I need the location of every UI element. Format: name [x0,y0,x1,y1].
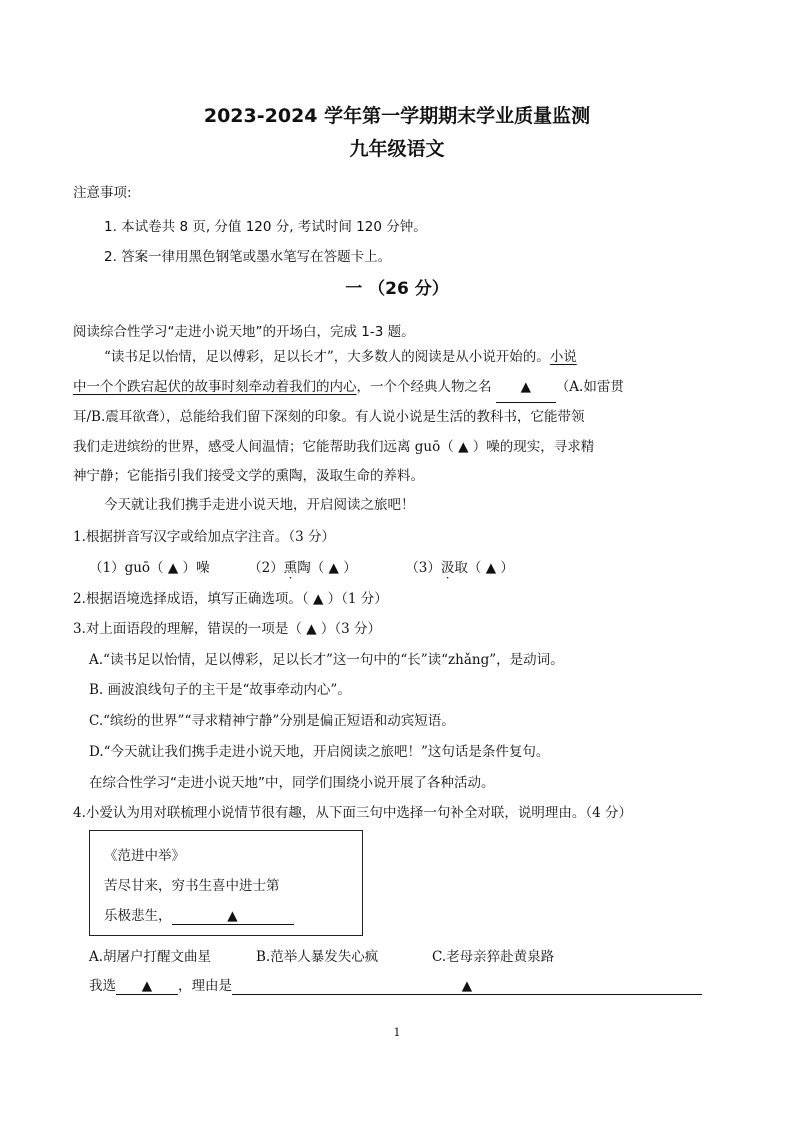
couplet-line-2-text: 乐极悲生， [104,908,172,924]
passage-text: ）噪的现实，寻求精 [472,439,595,455]
triangle-icon: ▲ [141,978,153,994]
answer-blank[interactable] [496,373,556,403]
passage-text: 取生命的养料。 [329,468,424,484]
passage-line-4 [73,433,594,462]
q3-text: 3.对上面语段的理解，错误的一项是（ [73,621,302,637]
couplet-line-2 [104,904,294,925]
q1-part-2: （2） [248,560,284,576]
dotted-char: 汲 [440,560,455,576]
q1-part-3-end: ） [500,560,514,576]
passage-intro: 阅读综合性学习“走进小说天地”的开场白，完成 1-3 题。 [73,324,415,340]
reason-blank[interactable] [232,978,702,995]
passage-text: （A.如雷贯 [555,379,624,395]
couplet-line-1: 苦尽甘来，穷书生喜中进士第 [104,878,280,894]
passage-text: ，一个个经典人物之名 [356,379,492,395]
choice-blank[interactable] [116,978,178,995]
dotted-char: 汲 · [316,468,330,484]
triangle-icon: ▲ [485,560,497,576]
triangle-icon: ▲ [227,908,238,924]
triangle-icon: ▲ [312,591,324,607]
notice-item-2: 2. 答案一律用黑色钢笔或墨水笔写在答题卡上。 [104,249,392,265]
q4-option-c: C.老母亲猝赴黄泉路 [432,949,555,965]
passage-text: “读书足以怡情，足以傅彩，足以长才”，大多数人的阅读是从小说开始的。 [104,349,550,365]
q4-option-b: B.范举人暴发失心疯 [256,949,379,965]
triangle-icon: ▲ [306,621,317,637]
dotted-char: 熏 [283,560,298,576]
passage-line-5 [73,462,424,491]
dotted-char: 熏 · [276,468,290,484]
q4-reason-label: ，理由是 [178,978,232,994]
q2-text: 2.根据语境选择成语，填写正确选项。（ [73,591,309,607]
triangle-icon: ▲ [167,560,179,576]
passage-line-2 [73,373,624,403]
wavy-underlined-sentence: 中一个个跌宕起伏的故事时刻牵动着我们的内心 [73,379,357,395]
passage-line-3: 耳/B.震耳欲聋），总能给我们留下深刻的印象。有人说小说是生活的教科书，它能带领 [73,409,585,425]
q1-part-2-end: ） [343,560,357,576]
q1-part-1-end: ）噪 [182,560,210,576]
notice-item-1: 1. 本试卷共 8 页, 分值 120 分, 考试时间 120 分钟。 [104,219,427,235]
passage-text: 我们走进缤纷的世界，感受人间温情；它能帮助我们远离 guō（ [73,439,454,455]
wavy-underlined-text: 小说 [549,349,577,365]
question-3-stem [73,617,381,637]
exam-subtitle: 九年级语文 [349,138,445,160]
q1-part-2-mid: 陶（ [297,560,325,576]
q3-text-end: ）（3 分） [320,621,382,637]
q4-option-a: A.胡屠户打醒文曲星 [89,949,212,965]
triangle-icon: ▲ [328,560,339,576]
q3-option-a: A.“读书足以怡情，足以傅彩，足以长才”这一句中的“长”读“zhǎng”，是动词。 [89,652,564,668]
triangle-icon: ▲ [458,439,469,455]
passage-text: ， [302,468,316,484]
q3-option-d: D.“今天就让我们携手走进小说天地，开启阅读之旅吧！”这句话是条件复句。 [89,744,550,760]
question-4-stem: 4.小爱认为用对联梳理小说情节很有趣，从下面三句中选择一句补全对联，说明理由。（4 分） [73,805,633,821]
q4-answer-label: 我选 [89,978,116,994]
passage-line-1 [104,343,577,372]
triangle-icon: ▲ [520,379,531,395]
couplet-blank[interactable] [172,908,294,925]
couplet-title: 《范进中举》 [104,848,185,864]
passage-text: 神宁静；它能指引我们接受文学的 [73,468,276,484]
q1-part-1: （1）guō（ [89,560,164,576]
q4-answer-line [89,974,702,995]
q2-text-end: ）（1 分） [327,591,388,607]
passage-line-6: 今天就让我们携手走进小说天地，开启阅读之旅吧！ [104,497,415,513]
question-1-stem: 1.根据拼音写汉字或给加点字注音。（3 分） [73,529,336,545]
exam-title: 2023-2024 学年第一学期期末学业质量监测 [203,105,591,127]
section-title: 一 （26 分） [345,279,449,299]
notice-heading: 注意事项: [73,185,132,201]
question-1-parts [89,556,514,576]
page-number: 1 [393,1026,401,1039]
q1-part-3: （3） [405,560,441,576]
passage-text: 陶 [289,468,303,484]
q1-part-3-mid: 取（ [454,560,482,576]
q3-option-b: B. 画波浪线句子的主干是“故事牵动内心”。 [89,682,351,698]
question-2 [73,587,388,607]
triangle-icon: ▲ [461,978,473,994]
activity-intro: 在综合性学习“走进小说天地”中，同学们围绕小说开展了各种活动。 [89,775,495,791]
q3-option-c: C.“缤纷的世界”“寻求精神宁静”分别是偏正短语和动宾短语。 [89,713,455,729]
